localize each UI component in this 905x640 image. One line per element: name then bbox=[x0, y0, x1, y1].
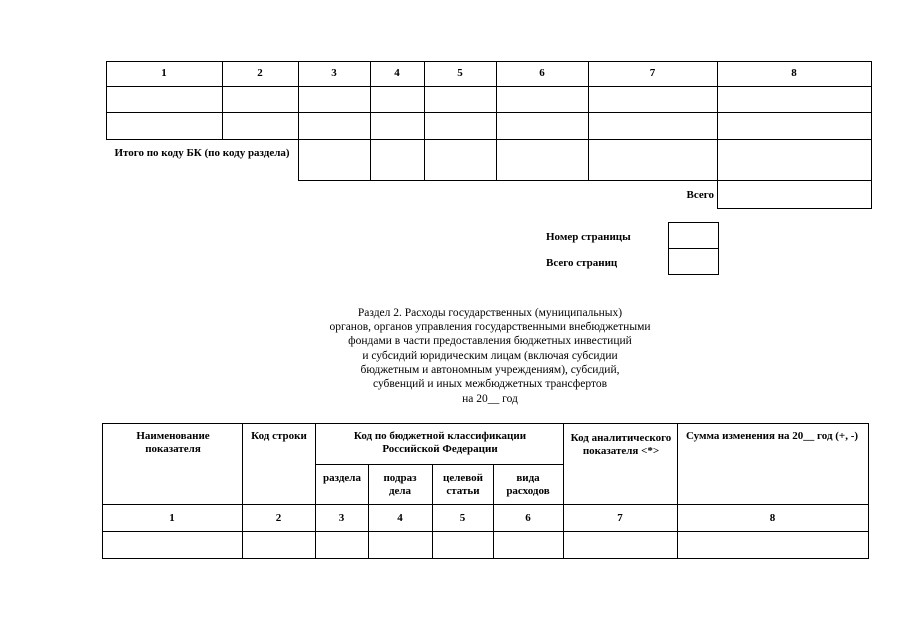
table-border bbox=[102, 531, 869, 532]
header-subsection: подраз дела bbox=[383, 472, 417, 497]
column-number: 5 bbox=[457, 67, 463, 79]
table-border bbox=[588, 61, 589, 181]
table-border bbox=[106, 86, 872, 87]
section-title-line: и субсидий юридическим лицам (включая субсидии bbox=[362, 350, 618, 362]
table-border bbox=[106, 139, 872, 140]
table-border bbox=[677, 423, 678, 559]
section-title-line: на 20__ год bbox=[462, 393, 518, 405]
table-border bbox=[868, 423, 869, 559]
column-number: 8 bbox=[791, 67, 797, 79]
itogo-label: Итого по коду БК (по коду раздела) bbox=[114, 147, 290, 159]
column-number: 6 bbox=[539, 67, 545, 79]
column-number: 4 bbox=[397, 512, 403, 524]
table-border bbox=[106, 112, 872, 113]
table-border bbox=[717, 61, 718, 209]
column-number: 8 bbox=[769, 512, 776, 524]
section-title-line: Раздел 2. Расходы государственных (муниципальных) bbox=[357, 307, 623, 319]
table-border bbox=[563, 423, 564, 559]
header-bk-code: Код по бюджетной классификации Российской Федерации bbox=[353, 430, 527, 455]
header-section: раздела bbox=[323, 472, 361, 484]
table-border bbox=[102, 504, 869, 505]
column-number: 5 bbox=[459, 512, 466, 524]
column-number: 7 bbox=[617, 512, 623, 524]
table-border bbox=[424, 61, 425, 181]
header-name: Наименование показателя bbox=[136, 430, 210, 455]
table-border bbox=[242, 423, 243, 559]
column-number: 6 bbox=[525, 512, 531, 524]
table-border bbox=[871, 61, 872, 209]
header-target: целевой статьи bbox=[443, 472, 483, 497]
header-row-code: Код строки bbox=[251, 430, 307, 442]
header-analytic-code: Код аналитического показателя <*> bbox=[570, 432, 672, 457]
header-expense-type: вида расходов bbox=[506, 472, 550, 497]
column-number: 4 bbox=[394, 67, 400, 79]
column-number: 2 bbox=[257, 67, 263, 79]
table-border bbox=[370, 61, 371, 181]
header-sum-change: Сумма изменения на 20__ год (+, -) bbox=[685, 430, 859, 442]
section-title-line: органов, органов управления государственными внебюджетными bbox=[329, 321, 651, 333]
page-number-field[interactable] bbox=[668, 222, 719, 249]
column-number: 1 bbox=[169, 512, 175, 524]
section-title-line: бюджетным и автономным учреждениям), субсидий, bbox=[360, 364, 620, 376]
section-title-line: субвенций и иных межбюджетных трансфертов bbox=[373, 378, 607, 390]
table-border bbox=[496, 61, 497, 181]
total-pages-label: Всего страниц bbox=[546, 257, 618, 269]
table-border bbox=[315, 464, 563, 465]
table-border bbox=[315, 423, 316, 559]
table-border bbox=[102, 423, 103, 559]
page-number-label: Номер страницы bbox=[546, 231, 631, 243]
table-border bbox=[106, 61, 872, 62]
column-number: 3 bbox=[331, 67, 337, 79]
table-border bbox=[102, 558, 869, 559]
column-number: 7 bbox=[649, 67, 656, 79]
section-title-line: фондами в части предоставления бюджетных инвестиций bbox=[348, 335, 632, 347]
vsego-label: Всего bbox=[686, 189, 714, 201]
column-number: 2 bbox=[275, 512, 282, 524]
table-border bbox=[102, 423, 869, 424]
table-border bbox=[298, 180, 872, 181]
column-number: 1 bbox=[161, 67, 167, 79]
total-pages-field[interactable] bbox=[668, 248, 719, 275]
table-border bbox=[298, 61, 299, 181]
column-number: 3 bbox=[338, 512, 345, 524]
table-border bbox=[717, 208, 872, 209]
